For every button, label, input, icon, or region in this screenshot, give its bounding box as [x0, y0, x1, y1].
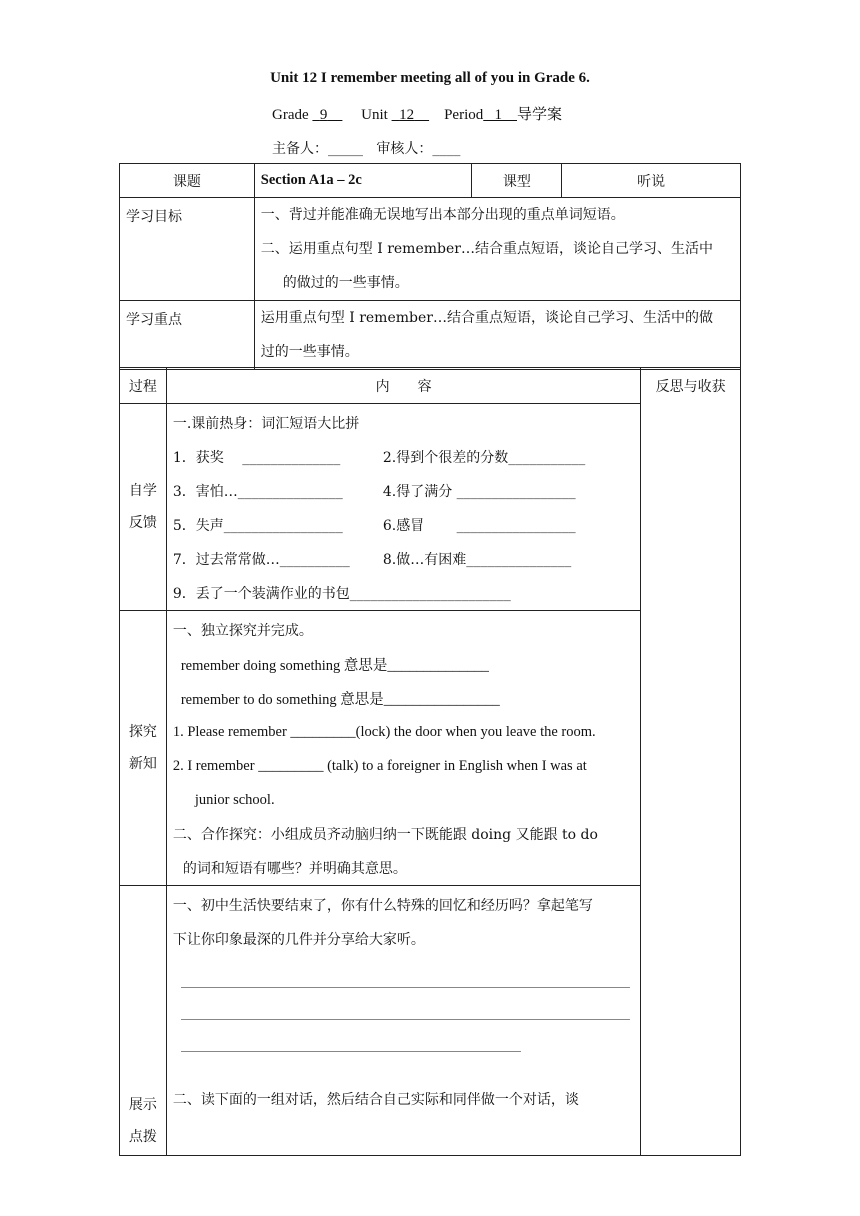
vocab-item-7: 7．过去常常做…__________ — [172, 552, 350, 568]
self-study-label: 自学 反馈 — [120, 404, 167, 611]
doc-type: 导学案 — [517, 107, 563, 123]
focus-line-b: 过的一些事情。 — [260, 344, 359, 360]
vocab-row-5 — [173, 576, 641, 610]
vocab-item-6: 6.感冒 _________________ — [382, 518, 576, 534]
focus-content — [254, 301, 740, 370]
content-header: 内 容 — [166, 368, 641, 404]
topic-value: Section A1a – 2c — [254, 164, 472, 198]
show-para-1a: 一、初中生活快要结束了，你有什么特殊的回忆和经历吗？拿起笔写 — [172, 898, 593, 914]
show-label: 展示 点拨 — [120, 886, 167, 1156]
explore-line-5a: 二、合作探究：小组成员齐动脑归纳一下既能跟 doing 又能跟 to do — [172, 827, 598, 843]
goal-content — [254, 198, 740, 301]
process-header: 过程 — [120, 368, 167, 404]
info-table — [119, 163, 741, 370]
preparer-label: 主备人：_____ — [272, 141, 363, 157]
vocab-row-3 — [173, 508, 641, 542]
focus-line-a: 运用重点句型 I remember…结合重点短语，谈论自己学习、生活中的做 — [260, 310, 713, 326]
explore-line-4b: junior school. — [194, 791, 275, 808]
vocab-row-4 — [173, 542, 641, 576]
vocab-item-1: 1．获奖 ______________ — [172, 450, 341, 466]
vocab-item-5: 5．失声_________________ — [172, 518, 343, 534]
explore-label: 探究 新知 — [120, 611, 167, 886]
focus-label: 学习重点 — [120, 301, 255, 370]
grade-label: Grade — [272, 107, 309, 123]
type-value: 听说 — [562, 164, 741, 198]
topic-label: 课题 — [120, 164, 255, 198]
goal-item-2a: 二、运用重点句型 I remember…结合重点短语，谈论自己学习、生活中 — [260, 241, 713, 257]
goal-label: 学习目标 — [120, 198, 255, 301]
grade-unit-period-line — [272, 103, 562, 124]
reviewer-label: 审核人：____ — [376, 141, 461, 157]
explore-line-3: 1. Please remember _________(lock) the door when you leave the room. — [172, 723, 596, 740]
vocab-row-2 — [173, 474, 641, 508]
self-study-content — [166, 404, 641, 611]
unit-label: Unit — [361, 107, 388, 123]
goal-item-1: 一、背过并能准确无误地写出本部分出现的重点单词短语。 — [260, 207, 625, 223]
goal-item-2b: 的做过的一些事情。 — [282, 275, 409, 291]
explore-line-2: remember to do something 意思是________________ — [180, 691, 500, 708]
explore-line-5b: 的词和短语有哪些？并明确其意思。 — [182, 861, 407, 877]
unit-value: 12 — [399, 107, 415, 123]
period-label: Period — [444, 107, 484, 123]
reflection-header: 反思与收获 — [655, 379, 726, 395]
explore-heading: 一、独立探究并完成。 — [172, 623, 313, 639]
show-content — [166, 886, 641, 1156]
reflection-column — [641, 368, 741, 1156]
vocab-item-2: 2.得到个很差的分数___________ — [382, 450, 586, 466]
self-study-heading: 一.课前热身：词汇短语大比拼 — [172, 416, 360, 432]
document-title: Unit 12 I remember meeting all of you in Grade 6. — [270, 70, 590, 86]
explore-line-4a: 2. I remember _________ (talk) to a foreigner in English when I was at — [172, 757, 587, 774]
show-para-1b: 下让你印象最深的几件并分享给大家听。 — [172, 932, 425, 948]
vocab-item-9: 9．丢了一个装满作业的书包_______________________ — [172, 586, 511, 602]
vocab-item-3: 3．害怕…_______________ — [172, 484, 343, 500]
show-para-2: 二、读下面的一组对话，然后结合自己实际和同伴做一个对话，谈 — [172, 1092, 579, 1108]
vocab-row-1 — [173, 440, 641, 474]
period-value: 1 — [494, 107, 502, 123]
type-label: 课型 — [472, 164, 562, 198]
preparer-line — [272, 138, 460, 158]
vocab-item-4: 4.得了满分 _________________ — [382, 484, 576, 500]
explore-content — [166, 611, 641, 886]
main-table — [119, 367, 741, 1156]
grade-value: 9 — [319, 107, 328, 123]
explore-line-1: remember doing something 意思是______________ — [180, 657, 489, 674]
vocab-item-8: 8.做…有困难_______________ — [382, 552, 572, 568]
